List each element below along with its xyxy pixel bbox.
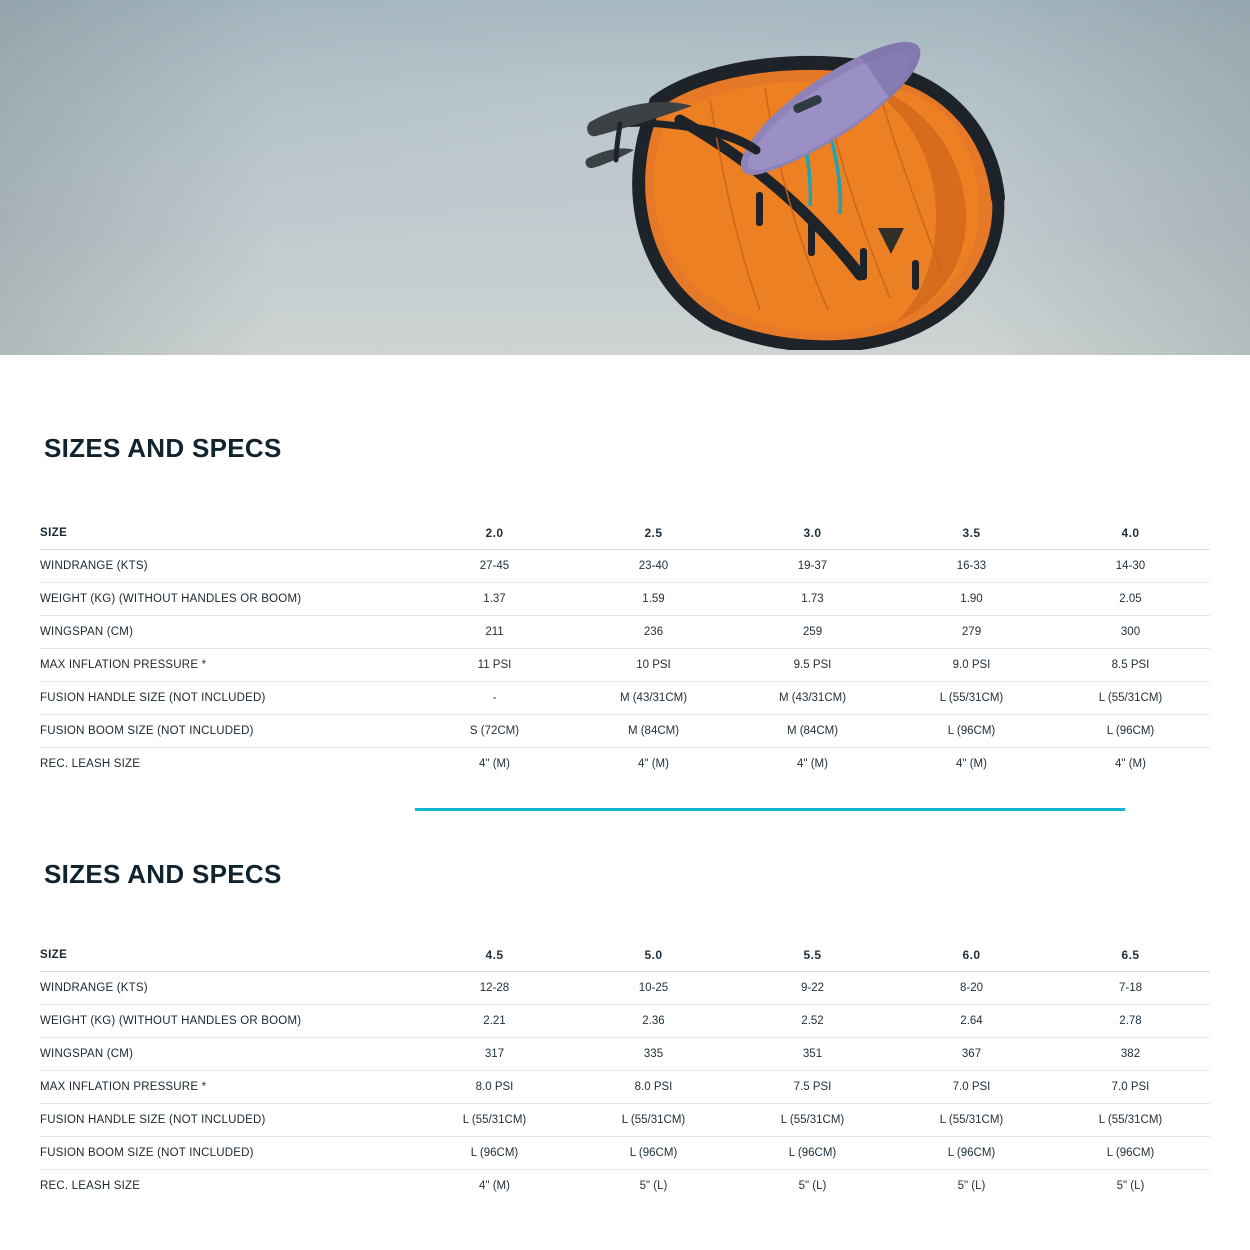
cell-value: 211 [415, 615, 574, 648]
cell-value: 16-33 [892, 549, 1051, 582]
cell-value: 351 [733, 1037, 892, 1070]
cell-value: 9.0 PSI [892, 648, 1051, 681]
row-label: FUSION HANDLE SIZE (NOT INCLUDED) [40, 681, 415, 714]
cell-value: 11 PSI [415, 648, 574, 681]
cell-value: 236 [574, 615, 733, 648]
cell-value: M (43/31CM) [574, 681, 733, 714]
cell-value: 382 [1051, 1037, 1210, 1070]
cell-value: L (96CM) [415, 1136, 574, 1169]
column-header-6-5: 6.5 [1051, 940, 1210, 971]
cell-value: L (55/31CM) [415, 1103, 574, 1136]
cell-value: 27-45 [415, 549, 574, 582]
column-header-5-0: 5.0 [574, 940, 733, 971]
cell-value: M (84CM) [733, 714, 892, 747]
cell-value: 4" (M) [1115, 757, 1146, 770]
cell-value: 4" (M) [638, 757, 669, 770]
cell-value: 4" (M) [797, 757, 828, 770]
column-header-4-5: 4.5 [415, 940, 574, 971]
table-row [40, 714, 1210, 747]
table-row [40, 1004, 1210, 1037]
cell-value: 2.64 [892, 1004, 1051, 1037]
column-header-2-5: 2.5 [574, 518, 733, 549]
row-label: FUSION BOOM SIZE (NOT INCLUDED) [40, 1136, 415, 1169]
row-label: WINDRANGE (KTS) [40, 971, 415, 1004]
cell-value: 2.36 [574, 1004, 733, 1037]
column-header-3-5: 3.5 [892, 518, 1051, 549]
cell-value: 2.78 [1051, 1004, 1210, 1037]
table-row [40, 582, 1210, 615]
cell-value: 9.5 PSI [733, 648, 892, 681]
table-row [40, 1136, 1210, 1169]
specs-table-large-sizes [40, 940, 1210, 1202]
cell-value: 1.59 [574, 582, 733, 615]
cell-value: 8-20 [892, 971, 1051, 1004]
table-row [40, 1070, 1210, 1103]
column-header-2-0: 2.0 [415, 518, 574, 549]
table-header-row [40, 518, 1210, 549]
cell-value: 12-28 [415, 971, 574, 1004]
row-label: MAX INFLATION PRESSURE * [40, 1070, 415, 1103]
table-row [40, 1169, 1210, 1202]
cell-value: L (96CM) [892, 714, 1051, 747]
cell-value: - [415, 681, 574, 714]
column-header-5-5: 5.5 [733, 940, 892, 971]
cell-value: 7-18 [1051, 971, 1210, 1004]
cell-value: L (96CM) [892, 1136, 1051, 1169]
table-row [40, 681, 1210, 714]
column-header-4-0: 4.0 [1051, 518, 1210, 549]
row-label: REC. LEASH SIZE [40, 757, 141, 770]
cell-value: 1.37 [415, 582, 574, 615]
row-label: FUSION HANDLE SIZE (NOT INCLUDED) [40, 1103, 415, 1136]
row-label: FUSION BOOM SIZE (NOT INCLUDED) [40, 714, 415, 747]
row-label: WEIGHT (KG) (WITHOUT HANDLES OR BOOM) [40, 1004, 415, 1037]
cell-value: L (96CM) [1051, 1136, 1210, 1169]
cell-value: 4" (M) [479, 1179, 510, 1192]
cell-value: 1.90 [892, 582, 1051, 615]
cell-value: 9-22 [733, 971, 892, 1004]
cell-value: S (72CM) [415, 714, 574, 747]
cell-value: 2.21 [415, 1004, 574, 1037]
row-label: MAX INFLATION PRESSURE * [40, 648, 415, 681]
hero-image [0, 0, 1250, 355]
specs-content [0, 355, 1250, 1202]
cell-value: L (96CM) [733, 1136, 892, 1169]
cell-value: L (55/31CM) [1051, 681, 1210, 714]
cell-value: L (96CM) [1051, 714, 1210, 747]
table-row [40, 615, 1210, 648]
cell-value: 7.0 PSI [1051, 1070, 1210, 1103]
specs-section-large-sizes [40, 811, 1210, 1202]
cell-value: 10-25 [574, 971, 733, 1004]
cell-value: 5" (L) [798, 1179, 827, 1192]
cell-value: 1.73 [733, 582, 892, 615]
cell-value: M (43/31CM) [733, 681, 892, 714]
cell-value: 2.52 [733, 1004, 892, 1037]
cell-value: 14-30 [1051, 549, 1210, 582]
cell-value: L (55/31CM) [892, 681, 1051, 714]
column-header-size: SIZE [40, 518, 415, 549]
cell-value: 259 [733, 615, 892, 648]
cell-value: 7.5 PSI [733, 1070, 892, 1103]
cell-value: L (96CM) [574, 1136, 733, 1169]
page-title: SIZES AND SPECS [44, 433, 282, 463]
cell-value: 279 [892, 615, 1051, 648]
cell-value: 10 PSI [574, 648, 733, 681]
cell-value: 23-40 [574, 549, 733, 582]
table-row [40, 648, 1210, 681]
table-row [40, 747, 1210, 780]
column-header-6-0: 6.0 [892, 940, 1051, 971]
column-header-3-0: 3.0 [733, 518, 892, 549]
row-label: WINGSPAN (CM) [40, 615, 415, 648]
cell-value: 5" (L) [1116, 1179, 1145, 1192]
table-row [40, 1037, 1210, 1070]
cell-value: 7.0 PSI [892, 1070, 1051, 1103]
table-row [40, 549, 1210, 582]
cell-value: 19-37 [733, 549, 892, 582]
specs-section-small-sizes [40, 355, 1210, 811]
cell-value: M (84CM) [574, 714, 733, 747]
row-label: REC. LEASH SIZE [40, 1179, 141, 1192]
wing-foil-illustration [560, 10, 1030, 350]
column-header-size: SIZE [40, 940, 415, 971]
cell-value: L (55/31CM) [733, 1103, 892, 1136]
cell-value: L (55/31CM) [574, 1103, 733, 1136]
cell-value: 300 [1051, 615, 1210, 648]
specs-table-small-sizes [40, 518, 1210, 780]
row-label: WINGSPAN (CM) [40, 1037, 415, 1070]
cell-value: 317 [415, 1037, 574, 1070]
cell-value: 8.0 PSI [574, 1070, 733, 1103]
table-header-row [40, 940, 1210, 971]
cell-value: L (55/31CM) [892, 1103, 1051, 1136]
page-title-secondary: SIZES AND SPECS [44, 859, 282, 889]
cell-value: 8.5 PSI [1051, 648, 1210, 681]
cell-value: 4" (M) [479, 757, 510, 770]
cell-value: 5" (L) [639, 1179, 668, 1192]
cell-value: 8.0 PSI [415, 1070, 574, 1103]
table-row [40, 1103, 1210, 1136]
cell-value: 335 [574, 1037, 733, 1070]
cell-value: 4" (M) [956, 757, 987, 770]
table-row [40, 971, 1210, 1004]
cell-value: 367 [892, 1037, 1051, 1070]
cell-value: 5" (L) [957, 1179, 986, 1192]
row-label: WINDRANGE (KTS) [40, 549, 415, 582]
row-label: WEIGHT (KG) (WITHOUT HANDLES OR BOOM) [40, 582, 415, 615]
cell-value: L (55/31CM) [1051, 1103, 1210, 1136]
cell-value: 2.05 [1051, 582, 1210, 615]
